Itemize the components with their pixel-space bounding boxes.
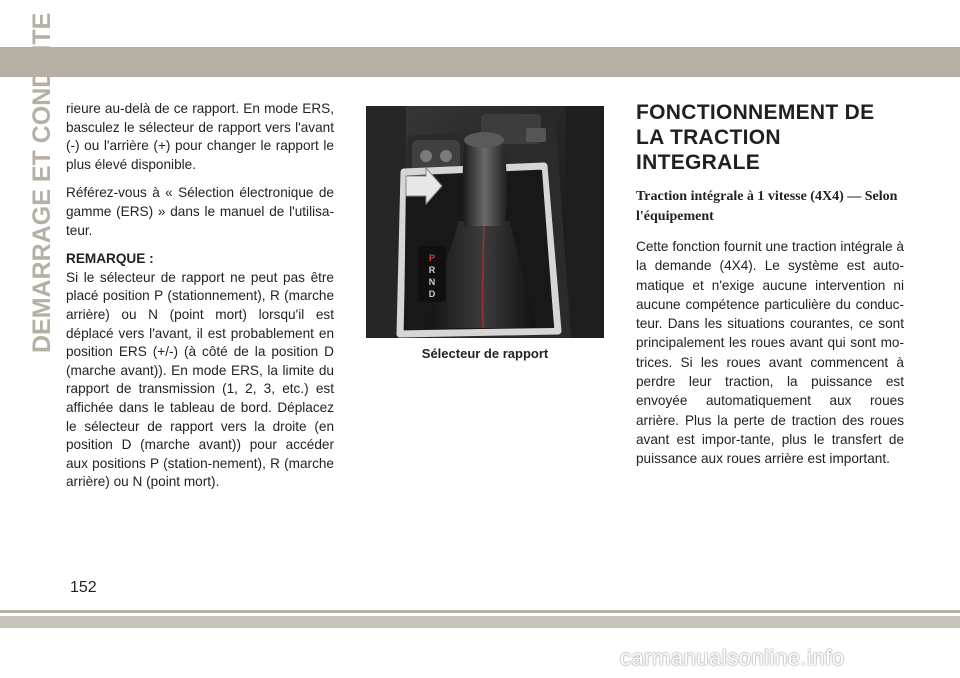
gear-letter-r: R <box>428 265 436 275</box>
gear-selector-illustration <box>366 106 604 338</box>
note-body: Si le sélecteur de rapport ne peut pas être placé position P (stationnement), R (marche arrière) ou N (point mort) lorsqu'il est déplacé vers l'avant, il est probablement en position ERS (+/-) (à côté de la position D (marche avant)). En mode ERS, la limite du rapport de transmission (1, 2, 3, etc.) est affichée dans le tableau de bord. Déplacez le sélecteur de rapport vers la droite (en position D (marche avant)) pour accéder aux positions P (station-nement), R (marche arrière) ou N (point mort). <box>66 269 334 490</box>
note-title: REMARQUE : <box>66 251 154 267</box>
footer-band <box>0 616 960 628</box>
gear-letter-n: N <box>428 277 436 287</box>
right-body-text: Cette fonction fournit une traction intégrale à la demande (4X4). Le système est auto-matique et n'exige aucune intervention ni aucune compétence particulière du conduc-teur. Dans les situations courantes, ce sont principalement les roues avant qui sont mo-trices. Si les roues avant commencent à perdre leur traction, la puissance est envoyée automatiquement aux roues arrière. Plus la perte de traction des roues avant est impor-tante, plus le transfert de puissance aux roues arrière est important. <box>636 239 904 467</box>
left-paragraph-2: Référez-vous à « Sélection électronique de gamme (ERS) » dans le manuel de l'utilisa-teur. <box>66 185 334 238</box>
section-side-label <box>20 12 60 355</box>
figure-caption: Sélecteur de rapport <box>421 346 549 361</box>
left-column <box>66 100 334 502</box>
gear-selector-photo <box>366 106 604 338</box>
header-band <box>0 47 960 77</box>
page-number: 152 <box>70 579 97 596</box>
gear-letter-d: D <box>428 289 436 299</box>
gear-letter-p: P <box>428 253 436 263</box>
section-subheading: Traction intégrale à 1 vitesse (4X4) — Selon l'équipement <box>636 189 898 224</box>
section-side-label-text: DEMARRAGE ET CONDUITE <box>28 12 56 353</box>
section-heading: FONCTIONNEMENT DE LA TRACTION INTEGRALE <box>636 101 875 174</box>
watermark: carmanualsonline.info <box>620 645 845 670</box>
footer-rule <box>0 610 960 613</box>
right-column <box>636 100 904 469</box>
left-paragraph-1: rieure au-delà de ce rapport. En mode ERS, basculez le sélecteur de rapport vers l'avant (-) ou l'arrière (+) pour changer le rapport le plus élevé disponible. <box>66 101 334 172</box>
